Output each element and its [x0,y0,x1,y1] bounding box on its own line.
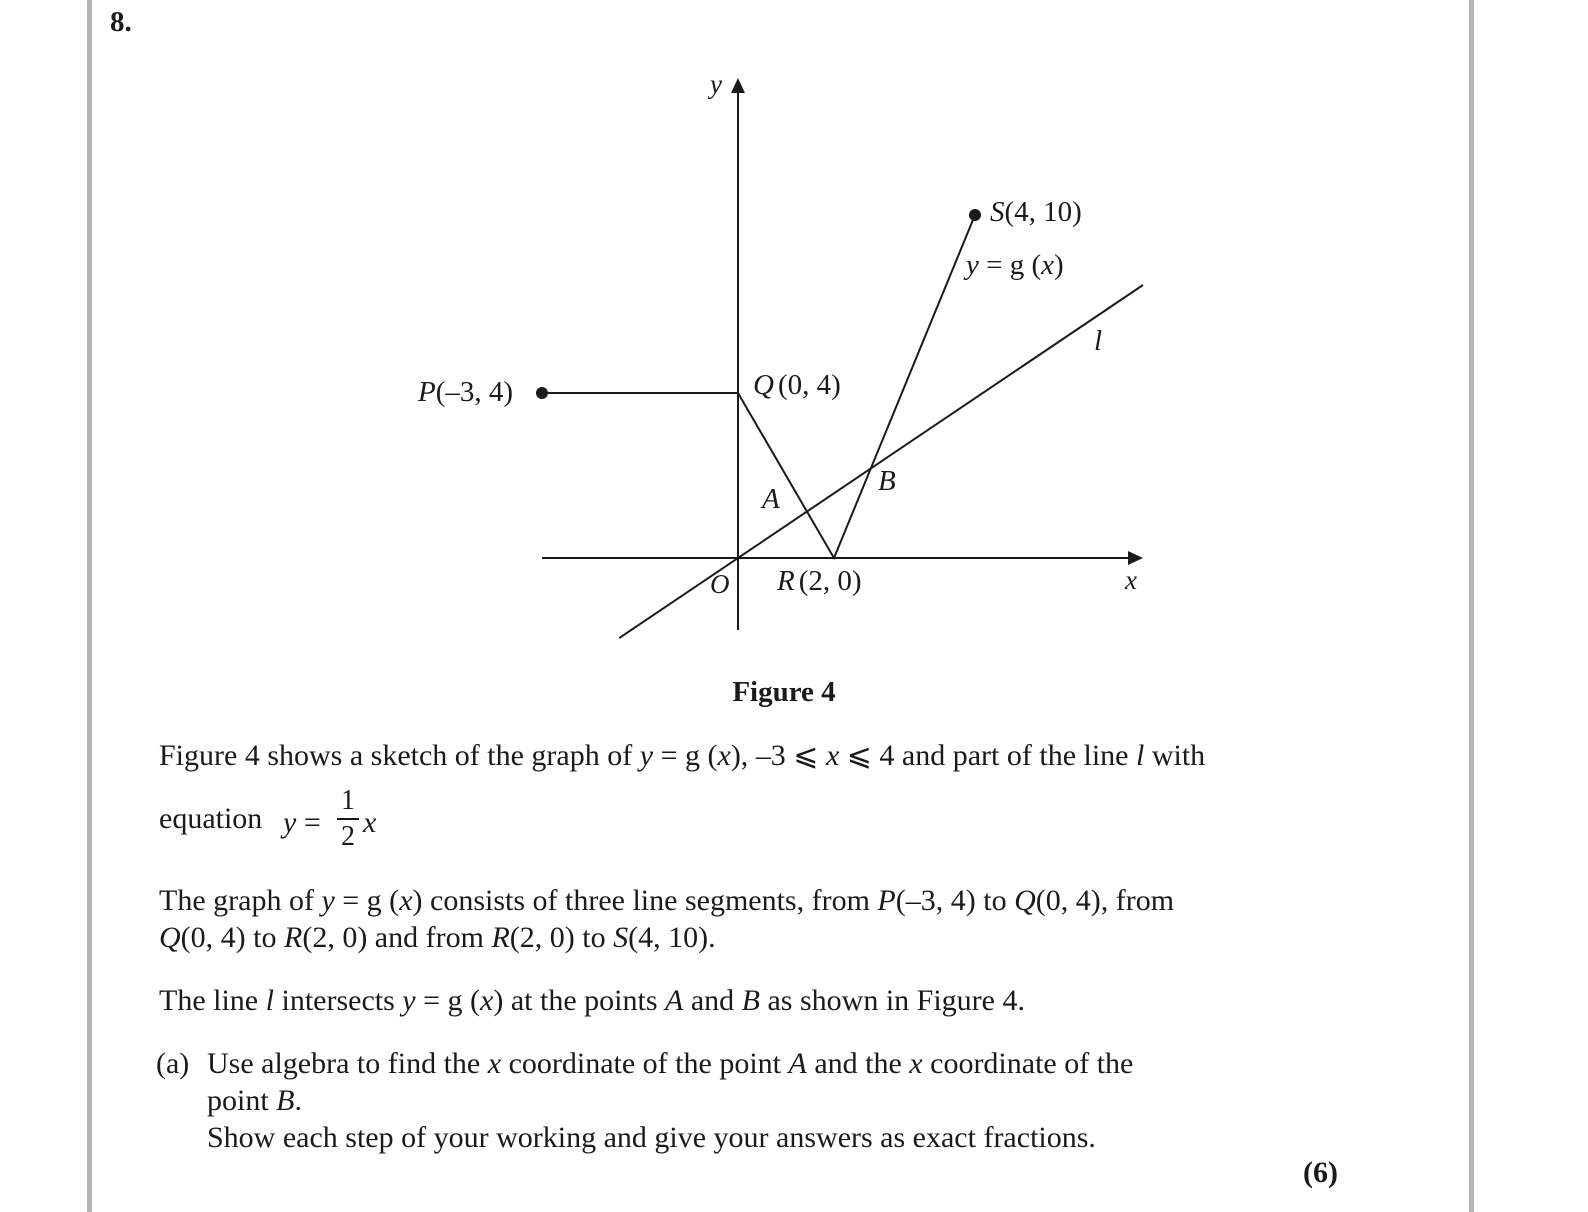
point-s-marker [969,209,981,221]
part-a-line-2: point B. [207,1084,302,1117]
point-a-label: A [762,483,780,515]
paragraph-intersections: The line l intersects y = g (x) at the points A and B as shown in Figure 4. [159,984,1025,1017]
point-q-label: Q (0, 4) [753,369,841,401]
paragraph-segments-1: The graph of y = g (x) consists of three line segments, from P(–3, 4) to Q(0, 4), from [159,884,1175,917]
paragraph-intro: Figure 4 shows a sketch of the graph of y = g (x), –3 ⩽ x ⩽ 4 and part of the line l with [159,739,1206,772]
marks: (6) [1303,1156,1338,1189]
x-axis-label: x [1125,565,1137,595]
line-l [619,285,1143,638]
origin-label: O [710,569,730,599]
part-a-line-3: Show each step of your working and give your answers as exact fractions. [207,1121,1096,1154]
equation-word: equation [159,802,263,835]
figure-caption: Figure 4 [732,676,836,708]
point-p-label: P(–3, 4) [418,376,514,408]
fraction-one-half: 1 2 [337,786,359,852]
part-a-label: (a) [156,1047,190,1080]
x-axis-arrow [1128,551,1143,565]
curve-g-label: y = g (x) [966,249,1064,281]
part-a-line-1: Use algebra to find the x coordinate of the point A and the x coordinate of the [207,1047,1134,1080]
point-b-label: B [878,465,896,497]
question-number: 8. [110,6,132,38]
y-axis-arrow [731,78,745,93]
point-p-marker [536,387,548,399]
equation-rhs: x [363,806,377,839]
line-l-label: l [1094,325,1103,357]
part-a-body [207,1045,1133,1156]
y-axis-label: y [710,69,722,99]
point-r-label: R (2, 0) [777,565,862,597]
equation-lhs: y = [283,806,321,839]
point-s-label: S(4, 10) [990,196,1082,228]
paragraph-segments-2: Q(0, 4) to R(2, 0) and from R(2, 0) to S(4, 10). [159,921,716,954]
